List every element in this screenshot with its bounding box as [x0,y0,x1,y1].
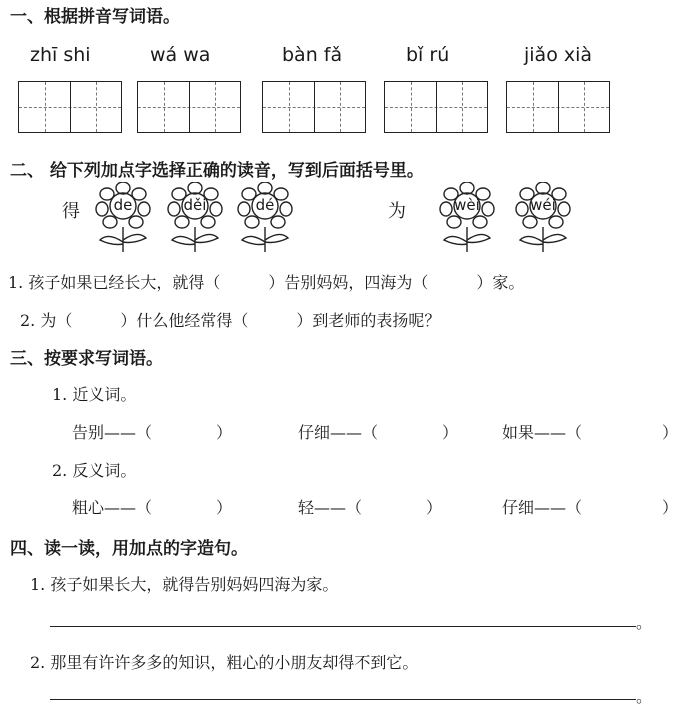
antonym-2: 轻——（ ） [298,498,443,517]
antonym-3: 仔细——（ ） [502,498,679,517]
writing-grid-4[interactable] [384,81,488,133]
flower-icon [432,182,502,254]
synonyms-label: 1. 近义词。 [52,385,137,404]
writing-grid-1[interactable] [18,81,122,133]
reading-wei4: wèi [454,196,480,214]
pinyin-1: zhī shi [30,44,91,66]
section3-title: 三、按要求写词语。 [10,349,163,369]
flower-icon [508,182,578,254]
pinyin-4: bǐ rú [406,44,450,66]
answer-line-1[interactable] [50,626,636,627]
section2-title: 二、 给下列加点字选择正确的读音，写到后面括号里。 [10,161,424,181]
sentence-1: 1. 孩子如果长大，就得告别妈妈四海为家。 [30,575,339,594]
period-2: 。 [636,687,653,706]
reading-wei2: wéi [530,196,556,214]
sentence-2: 2. 那里有许许多多的知识，粗心的小朋友却得不到它。 [30,653,419,672]
antonym-1: 粗心——（ ） [72,498,233,517]
synonym-1: 告别——（ ） [72,423,233,442]
antonyms-label: 2. 反义词。 [52,461,137,480]
synonym-2: 仔细——（ ） [298,423,459,442]
reading-dei: děi [183,196,207,214]
pinyin-2: wá wa [150,44,211,66]
period-1: 。 [636,613,653,632]
question-2: 2. 为（ ）什么他经常得（ ）到老师的表扬呢？ [20,311,441,330]
writing-grid-3[interactable] [262,81,366,133]
synonym-3: 如果——（ ） [502,423,679,442]
reading-de: de [113,196,133,214]
writing-grid-5[interactable] [506,81,610,133]
char-de: 得 [62,201,80,222]
flower-icon [160,182,230,254]
reading-de2: dé [255,196,275,214]
section4-title: 四、读一读，用加点的字造句。 [10,539,248,559]
pinyin-5: jiǎo xià [524,44,593,66]
flower-icon [230,182,300,254]
char-wei: 为 [388,201,406,222]
question-1: 1. 孩子如果已经长大，就得（ ）告别妈妈，四海为（ ）家。 [8,273,525,292]
answer-line-2[interactable] [50,699,636,700]
writing-grid-2[interactable] [137,81,241,133]
pinyin-3: bàn fǎ [282,44,343,66]
section1-title: 一、根据拼音写词语。 [10,7,180,27]
flower-icon [88,182,158,254]
